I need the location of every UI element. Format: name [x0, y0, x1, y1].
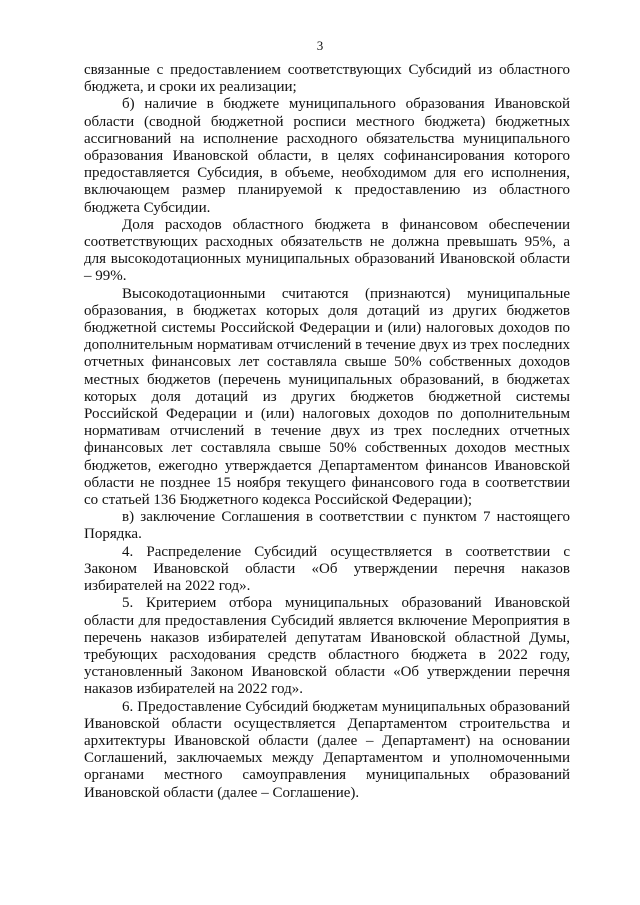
paragraph: 4. Распределение Субсидий осуществляется в соответствии с Законом Ивановской области «Об утверждении перечня наказов избирателей на 2022 год».: [84, 543, 570, 595]
paragraph: 5. Критерием отбора муниципальных образований Ивановской области для предоставления Субсидий является включение Мероприятия в перечень наказов избирателей депутатам Ивановской областной Думы, требующих расходования средств областного бюджета в 2022 году, установленный Законом Ивановской области «Об утверждении перечня наказов избирателей на 2022 год».: [84, 595, 570, 698]
paragraph: 6. Предоставление Субсидий бюджетам муниципальных образований Ивановской области осуществляется Департаментом строительства и архитектуры Ивановской области (далее – Департамент) на основании Соглашений, заключаемых между Департаментом и уполномоченными органами местного самоуправления муниципальных образований Ивановской области (далее – Соглашение).: [84, 698, 570, 801]
document-body: [84, 62, 570, 802]
paragraph: в) заключение Соглашения в соответствии с пунктом 7 настоящего Порядка.: [84, 509, 570, 543]
paragraph: Доля расходов областного бюджета в финансовом обеспечении соответствующих расходных обязательств не должна превышать 95%, а для высокодотационных муниципальных образований Ивановской области – 99%.: [84, 216, 570, 285]
paragraph: б) наличие в бюджете муниципального образования Ивановской области (сводной бюджетной росписи местного бюджета) бюджетных ассигнований на исполнение расходного обязательства муниципального образования Ивановской области, в целях софинансирования которого предоставляется Субсидия, в объеме, необходимом для его исполнения, включающем размер планируемой к предоставлению из областного бюджета Субсидии.: [84, 96, 570, 216]
page-number: 3: [316, 38, 324, 53]
paragraph: связанные с предоставлением соответствующих Субсидий из областного бюджета, и сроки их реализации;: [84, 62, 570, 96]
paragraph: Высокодотационными считаются (признаются) муниципальные образования, в бюджетах которых доля дотаций из других бюджетов бюджетной системы Российской Федерации и (или) налоговых доходов по дополнительным нормативам отчислений в течение двух из трех последних отчетных финансовых лет составляла свыше 50% собственных доходов местных бюджетов (перечень муниципальных образований, в бюджетах которых доля дотаций из других бюджетов бюджетной системы Российской Федерации и (или) налоговых доходов по дополнительным нормативам отчислений в течение двух из трех последних отчетных финансовых лет составляла свыше 50% собственных доходов местных бюджетов, ежегодно утверждается Департаментом финансов Ивановской области не позднее 15 ноября текущего финансового года в соответствии со статьей 136 Бюджетного кодекса Российской Федерации);: [84, 285, 570, 509]
